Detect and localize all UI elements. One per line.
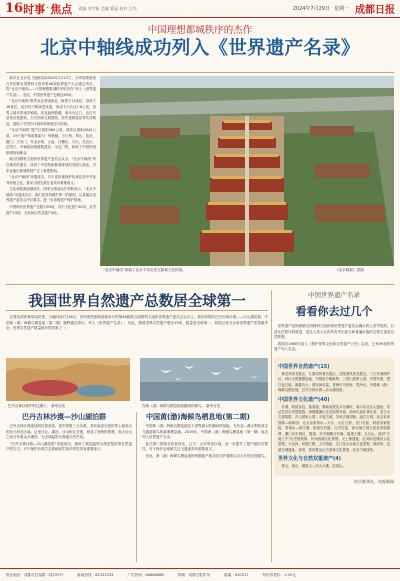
lead-paragraph: 文化和旅游部副部长、国家文物局局长李群表示，“北京中轴线”申遗成功后，我们将坚持保护第一的原则，认真落实世界遗产委员会决议要求，进一步加强遗产保护管理。 [6,187,97,203]
section-2-intro [6,315,268,332]
section-2-intro-text: 记者从国家林草局获悉，当地时间7月26日，在印度首都新德里举行的第46届联合国教科文组织世界遗产委员会会议上，我国申报的巴丹吉林沙漠——沙山湖泊群、中国黄（渤）海候鸟栖息地（第二期）顺利通过审议，列入《世界遗产名录》。至此，我国世界自然遗产增至15项，数量居全球第一，我国已成为全球世界遗产类型最齐全、世界自然遗产数量最多的国家之一。 [6,315,269,331]
sidebar-divider [271,290,272,562]
mixed-heritage-list: 泰山、黄山、峨眉山—乐山大佛、武夷山。 [281,464,346,469]
heritage-list-sidebar [274,288,394,558]
birds-paragraph: 此次第二期项目包括河北、辽宁、山东等省区域，进一步提升了遗产地的完整性，对于保护全球候鸟迁飞通道具有重要意义。 [142,441,269,452]
natural-heritage-list: 黄龙风景名胜区、九寨沟风景名胜区、武陵源风景名胜区、三江并流保护区、四川大熊猫栖息地、中国南方喀斯特、三清山国家公园、中国丹霞、澄江化石地、新疆天山、湖北神农架、青海可可西里、梵净山、中国黄（渤）海候鸟栖息地、巴丹吉林沙漠—沙山湖泊群。 [278,371,391,393]
footer-postcode: 邮编：610017 [224,572,249,577]
main-photo-credit: 《北京晚报》供图 [335,268,364,272]
lead-paragraph: “北京中轴线”申遗成功，对于更好地保护传承弘扬中华优秀传统文化，推动文明交流互鉴具有重要意义。 [6,175,97,185]
page-footer [0,568,400,581]
footer-hotline: 新闻热线：82333333 [77,572,114,577]
section-2-title: 我国世界自然遗产总数居全球第一 [28,294,246,310]
badain-paragraph: 巴丹吉林沙漠地处阿拉善高原，是中国第三大沙漠，其东南部分是世界上最高大的沙丘所在区域。这里沙丘、湖泊、沙山相互交错，形成了独特的景观，高大沙山之间分布着众多湖泊，为全球温带沙漠地区所罕见。 [6,424,132,440]
sidebar-paragraph: 世界遗产是指被联合国教科文组织和世界遗产委员会确认的人类罕见的、目前无法替代的财富，是全人类公认的具有突出意义和普遍价值的文物古迹及自然景观。 [274,324,395,340]
issue-weekday: 星期一 [333,6,349,12]
aerial-photo-central-axis [100,76,394,266]
newspaper-name: 成都日报 [355,5,395,16]
migratory-birds-photo [140,358,268,401]
birds-paragraph: 中国黄（渤）海候鸟栖息地位于世界最大的潮间带湿地，为东亚—澳大利西亚迁飞通道候鸟的重要栖息地。2019年，中国黄（渤）海候鸟栖息地（第一期）成功列入世界遗产名录。 [142,424,268,440]
badain-article [6,424,132,454]
sidebar-title: 看看你去过几个 [295,305,373,318]
footer-price: 每份零售价：1.00元 [262,572,296,577]
headline-rule [6,72,394,73]
badain-heading: 巴丹吉林沙漠—沙山湖泊群 [22,413,106,421]
sidebar-kicker: 中国世界遗产名录 [308,291,360,299]
heritage-list-box [274,357,394,476]
footer-ad: 广告热线：86888888 [127,572,164,577]
column-divider [136,412,137,562]
lead-paragraph: 新华社北京电 当地时间2024年7月27日，在印度新德里召开的联合国教科文组织第46届世界遗产大会通过决议，将“北京中轴线——中国理想都城秩序的杰作”列入《世界遗产名录》。至此，中国世界遗产总数达59项。 [6,76,96,97]
lead-paragraph: 中国现有世界遗产总数为59项，其中文化遗产40项、自然遗产15项、文化和自然双遗产4项。 [6,205,97,215]
birds-article [142,424,268,461]
page-headline: 北京中轴线成功列入《世界遗产名录》 [40,38,360,59]
mixed-heritage-heading: 世界文化与自然双重遗产(4) [278,456,342,463]
desert-lake-photo [6,358,130,401]
sidebar-paragraph: 我国自1985年加入《保护世界文化和自然遗产公约》以来，已有59项世界遗产列入名录。 [274,341,394,352]
page-header [0,0,400,18]
lead-paragraph: 联合国教科文组织世界遗产委员会认为，“北京中轴线”所在城市的遗存，体现了中国传统都城规划的发展与演变，对东亚地区都城规划产生了重要影响。 [6,157,97,173]
section-subname: 焦点 [50,2,73,16]
birds-heading: 中国黄(渤)海候鸟栖息地(第二期) [146,413,250,421]
footer-address: 报社地址：成都市红星路二段159号 [6,572,64,577]
natural-heritage-heading: 中国世界自然遗产(15) [278,363,330,370]
birds-paragraph: 至此，黄（渤）海候鸟栖息地的两期遗产地共同守护着数以百万计的迁徙候鸟。 [145,453,268,458]
sidebar-intro [274,324,394,353]
section-name: 时事 [23,2,46,16]
desert-photo-caption: 巴丹吉林沙漠中的红湖子。 新华社发 [8,404,66,408]
lead-paragraph: “北京中轴线”纵贯北京老城南北，始建于13世纪，形成于16世纪，此后经不断演进发展，形成今天长达7.8公里、世界上最长的城市轴线。其北起钟鼓楼，南至永定门，由古代皇家宫苑建筑、古代国家礼制建筑、居中道路遗存等共同构成，展现了中国古代城市规划理念与传统。 [6,99,96,126]
issue-date: 2024年7月29日 [292,6,330,12]
section-divider [6,284,394,285]
lead-paragraph: “北京中轴线”遗产区面积589公顷，缓冲区面积4542公顷，15个遗产构成要素为：钟鼓楼、万宁桥、景山、故宫、端门、天安门、外金水桥、太庙、社稷坛、天坛、先农坛、正阳门、中轴线南段道路遗存、永定门等，体现了中国传统都城规划理念。 [6,128,96,155]
section-2-rule [6,310,268,311]
section-separator: · [46,3,50,14]
page-number: 16 [5,1,24,16]
editor-credits: 责编 刘宇航 美编 曹蕊 校对 江杰 [78,5,137,11]
cultural-heritage-heading: 中国世界文化遗产(40) [278,396,330,403]
badain-paragraph: “巴丹吉林沙漠—沙山湖泊群”申遗成功，填补了我国温带沙漠类型世界自然遗产的空白，对于保护沙漠生态系统和生物多样性具有重要意义。 [6,441,132,452]
cultural-heritage-list: 长城、明清皇宫、莫高窟、秦始皇陵及兵马俑坑、周口店北京人遗址、布达拉宫历史建筑群、承德避暑山庄及周围寺庙、曲阜孔庙孔林孔府、武当山古建筑群、庐山国家公园、平遥古城、苏州古典园林、丽江古城、北京皇家园林—颐和园、北京皇家祭坛—天坛、大足石刻、龙门石窟、明清皇家陵寝、青城山—都江堰、皖南古村落、云冈石窟、高句丽王城王陵及贵族墓葬、澳门历史城区、殷墟、开平碉楼与村落、福建土楼、五台山、登封“天地之中”历史建筑群、杭州西湖文化景观、元上都遗址、红河哈尼梯田文化景观、大运河、丝绸之路、土司遗址、左江花山岩画文化景观、鼓浪屿、良渚古城遗址、泉州、普洱景迈山古茶林文化景观、北京中轴线等。 [278,404,391,452]
main-photo-caption: “北京中轴线”承载了北京千年历史文脉和文化传统。 [103,268,186,272]
lead-article [6,76,96,217]
birds-photo-caption: 在黄（渤）海候鸟栖息地拍摄到的候鸟。 新华社发 [142,404,221,408]
footer-print: 印刷：成都日报印务 [177,572,211,577]
sidebar-credit: 综合新华社、央视新闻 [354,478,394,484]
headline-kicker: 中国理想都城秩序的杰作 [147,25,253,36]
